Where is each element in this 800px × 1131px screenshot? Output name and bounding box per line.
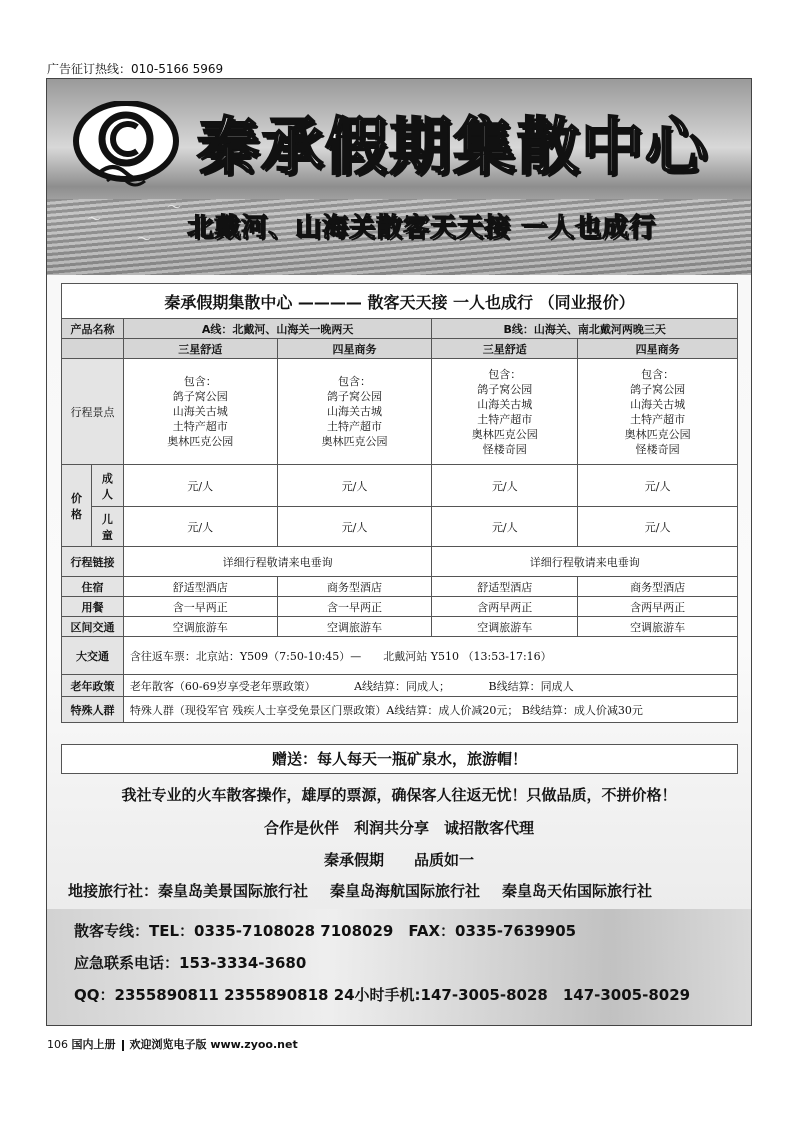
itinerary-b-4star: 包含： 鸽子窝公园 山海关古城 土特产超市 奥林匹克公园 怪楼奇园 [578,359,738,465]
price-child-a3: 元/人 [123,507,277,547]
banner-title: 秦承假期集散中心 [197,110,710,183]
itinerary-a-3star: 包含： 鸽子窝公园 山海关古城 土特产超市 奥林匹克公园 [123,359,277,465]
promo-line-1: 我社专业的火车散客操作，雄厚的票源，确保客人往返无忧！只做品质，不拼价格！ [121,786,677,804]
price-child-b4: 元/人 [578,507,738,547]
tier-a-4star: 四星商务 [277,339,432,359]
big-transport-value: 含往返车票：北京站：Y509（7:50-10:45）— 北戴河站 Y510 （13:53-17:16） [123,637,737,675]
hotel-b4: 商务型酒店 [578,577,738,597]
meal-b3: 含两早两正 [432,597,578,617]
product-label: 产品名称 [62,319,124,339]
senior-label: 老年政策 [62,675,124,697]
tier-b-4star: 四星商务 [578,339,738,359]
price-adult-a3: 元/人 [123,465,277,507]
contact-tel: 散客专线：TEL：0335-7108028 7108029 FAX：0335-7639905 [74,922,577,940]
price-adult-b4: 元/人 [578,465,738,507]
contact-qq: QQ：2355890811 2355890818 24小时手机:147-3005-8028 147-3005-8029 [74,986,691,1004]
bird-icon: 〜 [87,212,101,228]
divider [122,1040,124,1051]
price-child-b3: 元/人 [432,507,578,547]
price-adult-b3: 元/人 [432,465,578,507]
special-value: 特殊人群（现役军官 残疾人士享受免景区门票政策）A线结算：成人价减20元； B线结算：成人价减30元 [123,697,737,723]
link-label: 行程链接 [62,547,124,577]
transport-b4: 空调旅游车 [578,617,738,637]
hotel-b3: 舒适型酒店 [432,577,578,597]
transport-a4: 空调旅游车 [277,617,432,637]
footer-note: 欢迎浏览电子版 www.zyoo.net [129,1038,298,1051]
agency-1: 秦皇岛美景国际旅行社 [158,882,309,900]
contact-emergency: 应急联系电话：153-3334-3680 [74,954,307,972]
transport-a3: 空调旅游车 [123,617,277,637]
banner [47,79,751,275]
senior-value: 老年散客（60-69岁享受老年票政策） A线结算：同成人； B线结算：同成人 [123,675,737,697]
tier-b-3star: 三星舒适 [432,339,578,359]
page-number: 106 [47,1038,68,1051]
adult-label: 成 人 [91,465,123,507]
page-footer [47,1036,298,1052]
agency-list [68,880,674,901]
gift-banner: 赠送：每人每天一瓶矿泉水，旅游帽！ [61,744,738,774]
itinerary-label: 行程景点 [62,359,124,465]
agency-2: 秦皇岛海航国际旅行社 [330,882,481,900]
hotel-a4: 商务型酒店 [277,577,432,597]
special-label: 特殊人群 [62,697,124,723]
bird-icon: 〜 [137,232,151,248]
child-label: 儿 童 [91,507,123,547]
meal-a4: 含一早两正 [277,597,432,617]
meal-label: 用餐 [62,597,124,617]
hotel-a3: 舒适型酒店 [123,577,277,597]
price-table [61,283,738,723]
tier-a-3star: 三星舒适 [123,339,277,359]
bird-icon: 〜 [167,200,181,216]
transport-label: 区间交通 [62,617,124,637]
table-header: 秦承假期集散中心 ———— 散客天天接 一人也成行 （同业报价） [62,284,738,319]
promo-line-3: 秦承假期 品质如一 [323,851,474,869]
price-child-a4: 元/人 [277,507,432,547]
banner-subtitle: 北戴河、山海关散客天天接 一人也成行 [187,213,657,243]
meal-b4: 含两早两正 [578,597,738,617]
link-a: 详细行程敬请来电垂询 [123,547,432,577]
promo-line-2: 合作是伙伴 利润共分享 诚招散客代理 [263,819,534,837]
agency-label: 地接旅行社： [68,882,159,900]
company-logo-icon [71,101,181,187]
big-transport-label: 大交通 [62,637,124,675]
transport-b3: 空调旅游车 [432,617,578,637]
price-adult-a4: 元/人 [277,465,432,507]
link-b: 详细行程敬请来电垂询 [432,547,738,577]
itinerary-b-3star: 包含： 鸽子窝公园 山海关古城 土特产超市 奥林匹克公园 怪楼奇园 [432,359,578,465]
line-b-title: B线：山海关、南北戴河两晚三天 [432,319,738,339]
ad-hotline: 广告征订热线：010-5166 5969 [47,62,224,76]
hotel-label: 住宿 [62,577,124,597]
itinerary-a-4star: 包含： 鸽子窝公园 山海关古城 土特产超市 奥林匹克公园 [277,359,432,465]
line-a-title: A线：北戴河、山海关一晚两天 [123,319,432,339]
section-name: 国内上册 [71,1038,116,1051]
price-label: 价 格 [62,465,92,547]
meal-a3: 含一早两正 [123,597,277,617]
agency-3: 秦皇岛天佑国际旅行社 [502,882,653,900]
